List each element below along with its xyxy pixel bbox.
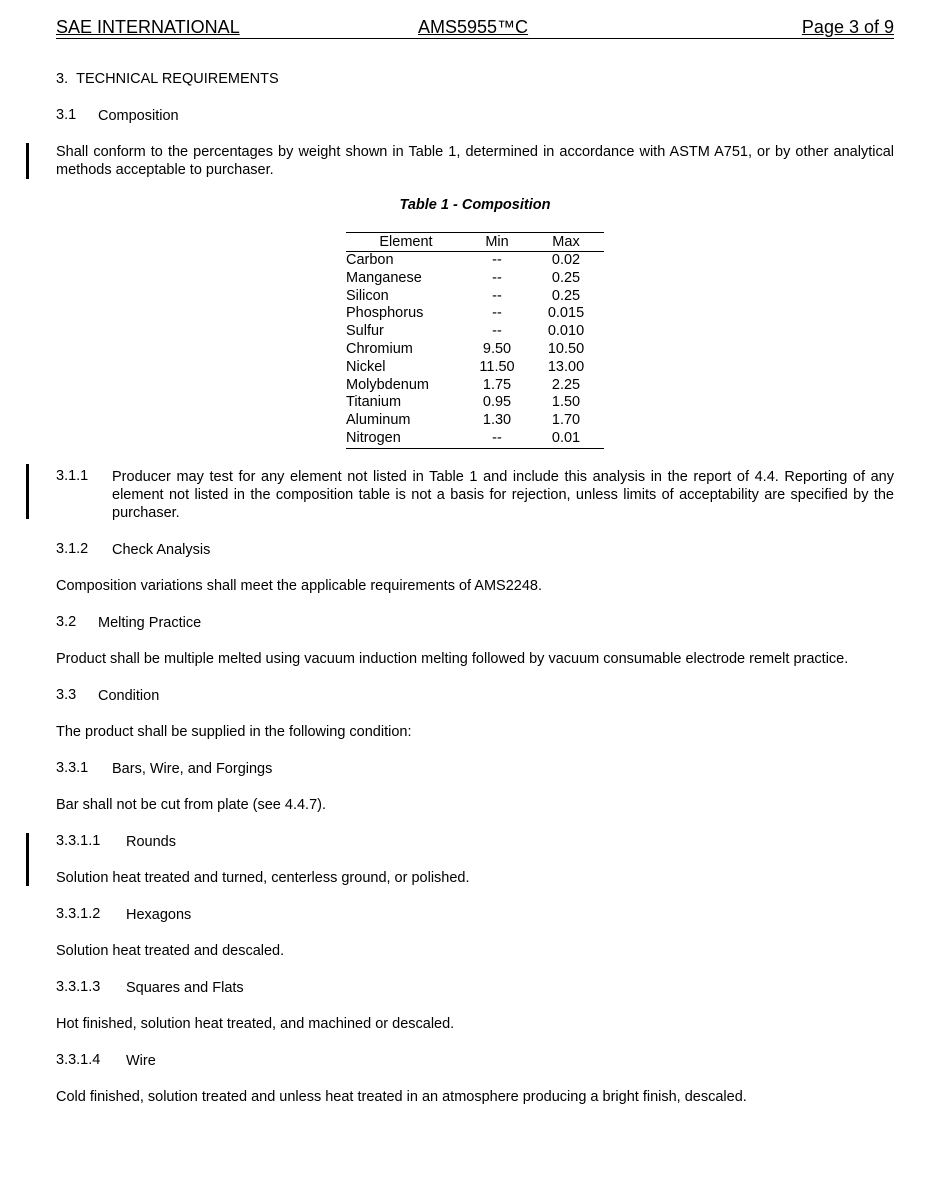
- table-cell: 10.50: [547, 340, 585, 357]
- table-cell: 0.95: [482, 394, 512, 411]
- header-doc-id: AMS5955™C: [418, 17, 529, 37]
- change-bar: [26, 464, 29, 519]
- section-number: 3.3.1.2: [56, 906, 101, 922]
- check-analysis-paragraph: Composition variations shall meet the applicable requirements of AMS2248.: [56, 578, 543, 594]
- section-heading-3: [56, 70, 894, 88]
- wire-paragraph: Cold finished, solution treated and unless heat treated in an atmosphere producing a bright finish, descaled.: [56, 1089, 747, 1105]
- table-cell: Carbon: [346, 252, 394, 268]
- table-row: [346, 270, 604, 288]
- table-cell: 0.02: [551, 252, 581, 268]
- section-number: 3.1.1: [56, 468, 89, 484]
- table-cell: Nitrogen: [346, 429, 401, 446]
- table-header: Element: [379, 234, 433, 250]
- hexagons-paragraph: Solution heat treated and descaled.: [56, 943, 285, 959]
- rounds-paragraph: Solution heat treated and turned, centerless ground, or polished.: [56, 870, 470, 886]
- section-title: Composition: [98, 108, 179, 124]
- section-title: Rounds: [126, 834, 176, 850]
- change-bar: [26, 143, 29, 179]
- section-number: 3.2: [56, 614, 77, 630]
- table-row: [346, 323, 604, 341]
- table-cell: Manganese: [346, 269, 422, 286]
- table-cell: 1.70: [551, 412, 581, 429]
- table-row: [346, 359, 604, 377]
- table-cell: 0.25: [551, 269, 581, 286]
- bars-paragraph: Bar shall not be cut from plate (see 4.4.7).: [56, 797, 326, 813]
- table-cell: 2.25: [551, 376, 581, 393]
- table-cell: 0.01: [551, 429, 581, 446]
- table-cell: --: [492, 305, 502, 322]
- section-number: 3.3.1.4: [56, 1052, 101, 1068]
- table-header-row: [346, 233, 604, 252]
- table-cell: Nickel: [346, 358, 386, 375]
- table-cell: Molybdenum: [346, 376, 430, 393]
- composition-table: [346, 232, 604, 449]
- squares-flats-paragraph: Hot finished, solution heat treated, and machined or descaled.: [56, 1016, 455, 1032]
- section-number: 3.3.1: [56, 760, 89, 776]
- table-cell: Aluminum: [346, 412, 411, 429]
- section-title: Melting Practice: [98, 615, 202, 631]
- section-title: Wire: [126, 1053, 156, 1069]
- table-row: [346, 412, 604, 430]
- section-title: Hexagons: [126, 907, 192, 923]
- section-number: 3.3.1.1: [56, 833, 101, 849]
- table-row: [346, 394, 604, 412]
- table-cell: 0.25: [551, 287, 581, 304]
- table-cell: 1.50: [551, 394, 581, 411]
- header-page-number: Page 3 of 9: [801, 17, 894, 37]
- section-number: 3.1: [56, 107, 77, 123]
- table-row: [346, 430, 604, 448]
- table-title: Table 1 - Composition: [399, 197, 551, 213]
- section-text: Producer may test for any element not listed in Table 1 and include this analysis in the report of 4.4. Reporting of any element not listed in the composition table is not a basis for rejection, unless limits of acceptability are specified by the purchaser.: [112, 469, 894, 521]
- table-row: [346, 305, 604, 323]
- table-row: [346, 288, 604, 306]
- header-org: SAE INTERNATIONAL: [56, 17, 240, 37]
- section-title: Condition: [98, 688, 160, 704]
- table-row: [346, 377, 604, 395]
- section-title: TECHNICAL REQUIREMENTS: [76, 71, 279, 87]
- table-cell: --: [492, 269, 502, 286]
- section-title: Squares and Flats: [126, 980, 244, 996]
- table-cell: 1.30: [482, 412, 512, 429]
- section-number: 3.3: [56, 687, 77, 703]
- section-title: Check Analysis: [112, 542, 211, 558]
- table-cell: Phosphorus: [346, 305, 424, 322]
- table-cell: 13.00: [547, 358, 585, 375]
- table-cell: Titanium: [346, 394, 402, 411]
- composition-paragraph: Shall conform to the percentages by weight shown in Table 1, determined in accordance with ASTM A751, or by other analytical methods acceptable to purchaser.: [56, 144, 894, 178]
- table-cell: --: [492, 429, 502, 446]
- table-row: [346, 252, 604, 270]
- section-number: 3.1.2: [56, 541, 89, 557]
- table-row: [346, 341, 604, 359]
- table-cell: 9.50: [482, 340, 512, 357]
- table-cell: Silicon: [346, 287, 389, 304]
- section-number: 3.: [56, 71, 69, 87]
- table-cell: Sulfur: [346, 323, 384, 340]
- change-bar: [26, 833, 29, 886]
- table-cell: --: [492, 252, 502, 268]
- table-cell: Chromium: [346, 340, 413, 357]
- table-cell: 0.015: [547, 305, 585, 322]
- melting-practice-paragraph: Product shall be multiple melted using vacuum induction melting followed by vacuum consumable electrode remelt practice.: [56, 651, 849, 667]
- condition-paragraph: The product shall be supplied in the following condition:: [56, 724, 412, 740]
- table-header: Max: [552, 234, 580, 250]
- section-number: 3.3.1.3: [56, 979, 101, 995]
- table-cell: 11.50: [479, 358, 515, 375]
- table-cell: 1.75: [482, 376, 512, 393]
- table-cell: --: [492, 287, 502, 304]
- page-header: [56, 16, 894, 39]
- table-cell: 0.010: [547, 323, 585, 340]
- table-header: Min: [485, 234, 509, 250]
- table-cell: --: [492, 323, 502, 340]
- section-title: Bars, Wire, and Forgings: [112, 761, 273, 777]
